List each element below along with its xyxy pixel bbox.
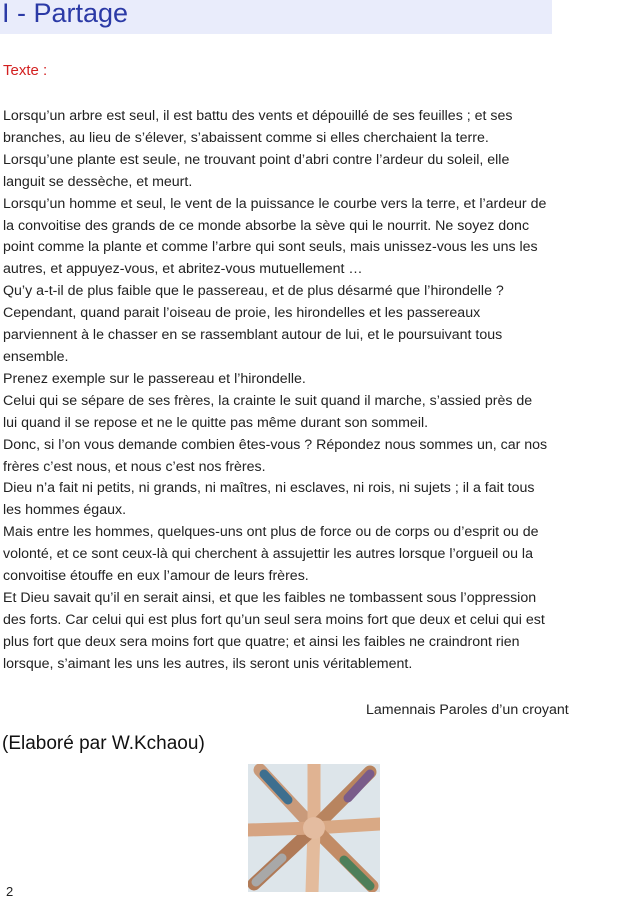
text-line: convoitise étouffe en eux l’amour de leurs frères.: [3, 568, 309, 585]
text-line: Mais entre les hommes, quelques-uns ont plus de force ou de corps ou d’esprit ou de: [3, 524, 539, 541]
text-line: branches, au lieu de s’élever, s’abaissent comme si elles cherchaient la terre.: [3, 129, 489, 146]
text-line: Celui qui se sépare de ses frères, la crainte le suit quand il marche, s’assied près de: [3, 392, 533, 409]
text-label: Texte :: [3, 62, 48, 79]
text-line: des forts. Car celui qui est plus fort qu’un seul sera moins fort que deux et celui qui est: [3, 611, 545, 628]
text-line: plus fort que deux sera moins fort que quatre; et ainsi les faibles ne craindront rien: [3, 633, 520, 650]
text-line: Cependant, quand parait l’oiseau de proie, les hirondelles et les passereaux: [3, 305, 481, 322]
united-hands-image: [248, 764, 380, 892]
text-line: lui quand il se repose et ne le quitte pas même durant son sommeil.: [3, 414, 429, 431]
text-line: languit se dessèche, et meurt.: [3, 173, 193, 190]
citation: Lamennais Paroles d’un croyant: [366, 702, 569, 718]
text-line: Prenez exemple sur le passereau et l’hirondelle.: [3, 370, 306, 387]
text-line: lorsque, s’aimant les uns les autres, ils seront unis véritablement.: [3, 655, 413, 672]
text-line: frères c’est nous, et nous c’est nos frères.: [3, 458, 266, 475]
page-number: 2: [6, 884, 14, 899]
text-line: ensemble.: [3, 348, 69, 365]
text-line: point comme la plante et comme l’arbre qui sont seuls, mais unissez-vous les uns les: [3, 239, 538, 256]
text-line: Lorsqu’une plante est seule, ne trouvant point d’abri contre l’ardeur du soleil, elle: [3, 151, 510, 168]
text-line: Lorsqu’un arbre est seul, il est battu des vents et dépouillé de ses feuilles ; et ses: [3, 108, 513, 124]
text-line: Donc, si l’on vous demande combien êtes-vous ? Répondez nous sommes un, car nos: [3, 436, 548, 453]
text-line: Qu’y a-t-il de plus faible que le passereau, et de plus désarmé que l’hirondelle ?: [3, 283, 504, 300]
author-credit: (Elaboré par W.Kchaou): [2, 733, 205, 754]
text-line: parviennent à le chasser en se rassemblant autour de lui, et le poursuivant tous: [3, 327, 503, 344]
text-line: Et Dieu savait qu’il en serait ainsi, et que les faibles ne tombassent sous l’oppression: [3, 589, 537, 606]
passage-text: [3, 106, 642, 676]
text-line: volonté, et ce sont ceux-là qui cherchent à assujettir les autres lorsque l’orgueil ou la: [3, 546, 533, 563]
text-line: autres, et appuyez-vous, et abritez-vous mutuellement …: [3, 261, 363, 278]
section-header: [0, 0, 552, 34]
text-line: la convoitise des grands de ce monde absorbe la sève qui le nourrit. Ne soyez donc: [3, 217, 530, 234]
text-line: les hommes égaux.: [3, 502, 127, 519]
text-line: Lorsqu’un homme et seul, le vent de la puissance le courbe vers la terre, et l’ardeur de: [3, 195, 547, 212]
text-line: Dieu n’a fait ni petits, ni grands, ni maîtres, ni esclaves, ni rois, ni sujets ; il a fait tous: [3, 480, 535, 497]
section-title: I - Partage: [2, 0, 129, 28]
